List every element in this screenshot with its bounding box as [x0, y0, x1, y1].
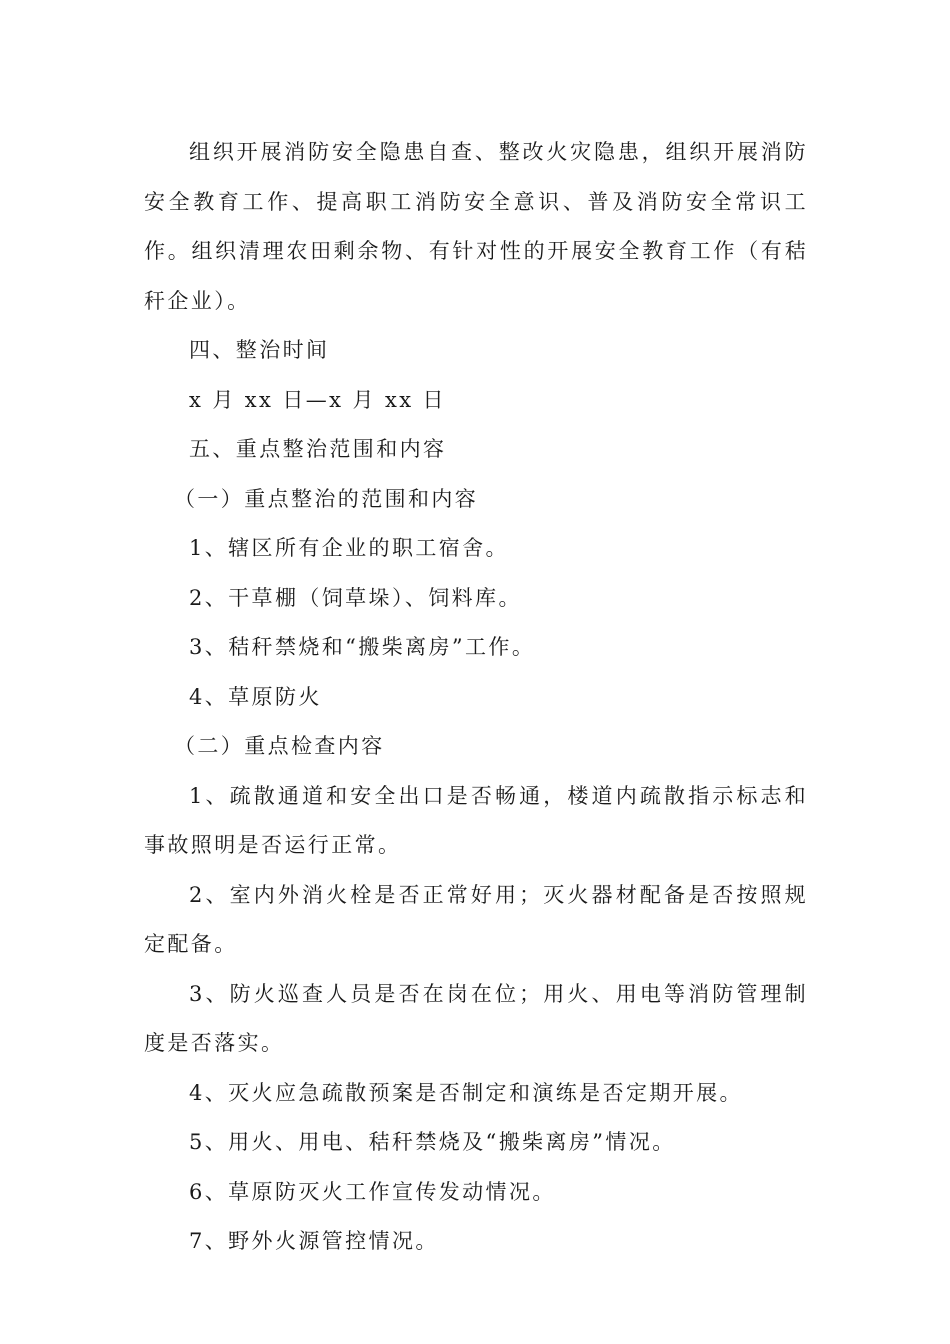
- list-item-inspection-7: 7、野外火源管控情况。: [189, 1229, 439, 1253]
- list-item-inspection-4: 4、灭火应急疏散预案是否制定和演练是否定期开展。: [189, 1080, 743, 1105]
- paragraph-intro: 组织开展消防安全隐患自查、整改火灾隐患，组织开展消防安全教育工作、提高职工消防安全意识、普及消防安全常识工作。组织清理农田剩余物、有针对性的开展安全教育工作（有秸秆企业）。: [144, 140, 808, 313]
- subheading-inspection: （二）重点检查内容: [174, 734, 385, 758]
- list-item-scope-2: 2、干草棚（饲草垛）、饲料库。: [189, 585, 522, 610]
- subheading-scope: （一）重点整治的范围和内容: [174, 486, 479, 511]
- document-body: [144, 128, 808, 1267]
- list-item-inspection-1: 1、疏散通道和安全出口是否畅通，楼道内疏散指示标志和事故照明是否运行正常。: [144, 783, 808, 857]
- paragraph-date-range: x 月 xx 日—x 月 xx 日: [189, 387, 446, 412]
- list-item-scope-3: 3、秸秆禁烧和“搬柴离房”工作。: [189, 635, 536, 659]
- heading-section-5: 五、重点整治范围和内容: [189, 437, 447, 461]
- heading-section-4: 四、整治时间: [189, 338, 330, 362]
- list-item-inspection-3: 3、防火巡查人员是否在岗在位；用火、用电等消防管理制度是否落实。: [144, 981, 808, 1055]
- list-item-inspection-5: 5、用火、用电、秸秆禁烧及“搬柴离房”情况。: [189, 1130, 676, 1154]
- list-item-inspection-6: 6、草原防灭火工作宣传发动情况。: [189, 1179, 556, 1204]
- list-item-inspection-2: 2、室内外消火栓是否正常好用；灭火器材配备是否按照规定配备。: [144, 882, 808, 956]
- list-item-scope-1: 1、辖区所有企业的职工宿舍。: [189, 536, 509, 560]
- list-item-scope-4: 4、草原防火: [189, 684, 322, 709]
